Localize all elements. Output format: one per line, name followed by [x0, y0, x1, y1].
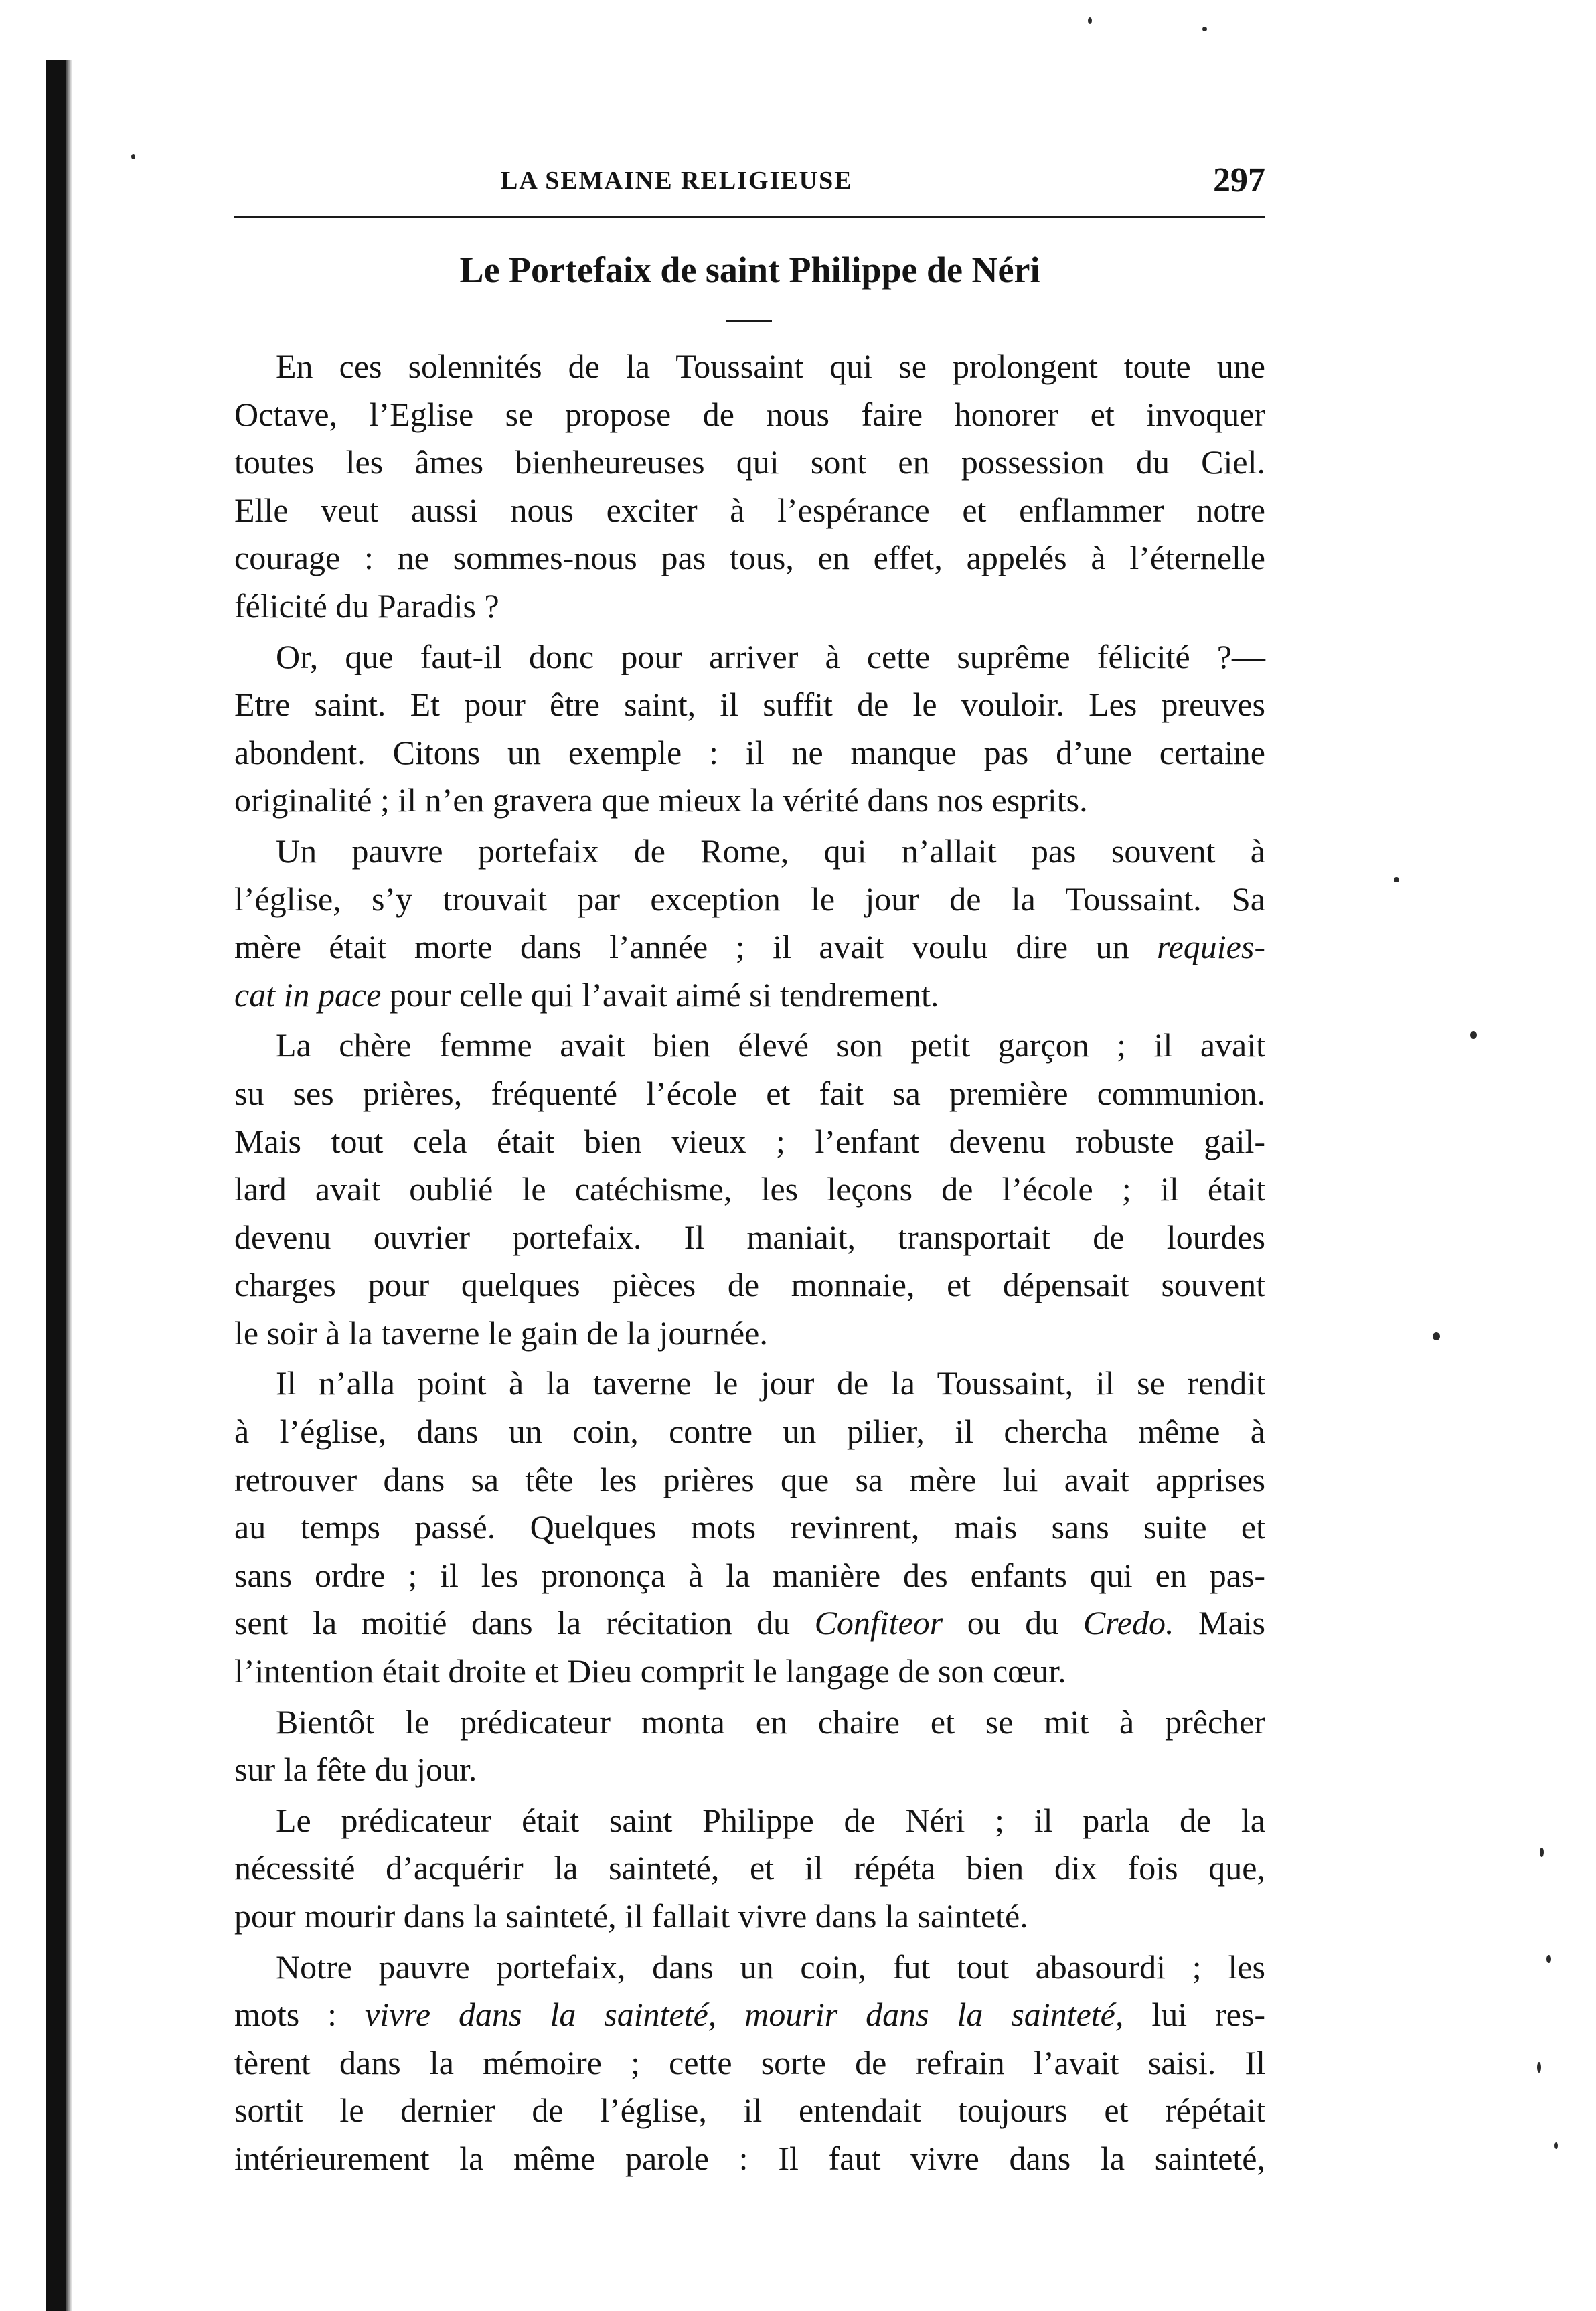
text-line: [234, 876, 1265, 924]
binding-edge: [46, 60, 70, 2311]
text-segment: l’église, s’y trouvait par exception le jour de la Toussaint. Sa: [234, 880, 1265, 918]
text-segment: En ces solennités de la Toussaint qui se prolongent toute une: [276, 347, 1265, 385]
text-line: [234, 1599, 1265, 1648]
text-segment: charges pour quelques pièces de monnaie, et dépensait souvent: [234, 1266, 1265, 1304]
text-line: [234, 1844, 1265, 1893]
text-line: [234, 1022, 1265, 1070]
text-segment: abondent. Citons un exemple : il ne manque pas d’une certaine: [234, 733, 1265, 771]
italic-segment: Credo.: [1083, 1604, 1174, 1642]
text-segment: Octave, l’Eglise se propose de nous faire honorer et invoquer: [234, 395, 1265, 433]
text-segment: intérieurement la même parole : Il faut vivre dans la sainteté,: [234, 2139, 1265, 2177]
text-line: [234, 1456, 1265, 1504]
text-line: [234, 2087, 1265, 2135]
running-title: LA SEMAINE RELIGIEUSE: [501, 167, 853, 195]
text-line: [234, 681, 1265, 729]
text-segment: Un pauvre portefaix de Rome, qui n’allait pas souvent à: [276, 831, 1265, 870]
italic-segment: vivre dans la sainteté, mourir dans la sainteté,: [365, 1996, 1124, 2034]
text-line: [234, 827, 1265, 876]
text-segment: ou du: [943, 1604, 1083, 1642]
text-line: [234, 1552, 1265, 1600]
text-segment: Mais: [1174, 1604, 1266, 1642]
text-segment: le soir à la taverne le gain de la journée.: [234, 1313, 768, 1352]
text-line: [234, 1118, 1265, 1166]
page-header: [234, 161, 1265, 201]
text-line: [234, 1261, 1265, 1309]
text-line: [234, 1214, 1265, 1262]
text-segment: Etre saint. Et pour être saint, il suffit de le vouloir. Les preuves: [234, 686, 1265, 724]
scan-speck: [131, 154, 135, 159]
text-line: [234, 923, 1265, 971]
text-line: [234, 391, 1265, 439]
scan-speck: [1546, 1955, 1551, 1963]
text-segment: Mais tout cela était bien vieux ; l’enfant devenu robuste gail-: [234, 1122, 1265, 1160]
italic-segment: cat in pace: [234, 975, 382, 1014]
text-segment: pour mourir dans la sainteté, il fallait vivre dans la sainteté.: [234, 1897, 1028, 1935]
text-line: [234, 582, 1265, 631]
italic-segment: Confiteor: [814, 1604, 943, 1642]
text-segment: pour celle qui l’avait aimé si tendrement.: [381, 975, 939, 1014]
text-line: [234, 1166, 1265, 1214]
text-segment: sur la fête du jour.: [234, 1751, 477, 1789]
text-line: [234, 1797, 1265, 1845]
text-line: [234, 633, 1265, 682]
text-segment: lui res-: [1123, 1996, 1265, 2034]
text-segment: à l’église, dans un coin, contre un pilier, il chercha même à: [234, 1413, 1265, 1451]
text-line: [234, 2135, 1265, 2183]
text-line: [234, 1893, 1265, 1941]
scan-speck: [1088, 17, 1092, 24]
scan-speck: [1540, 1848, 1544, 1857]
text-line: [234, 534, 1265, 582]
text-segment: sans ordre ; il les prononça à la manière des enfants qui en pas-: [234, 1556, 1265, 1594]
scan-speck: [1470, 1031, 1477, 1039]
text-segment: sent la moitié dans la récitation du: [234, 1604, 815, 1642]
text-line: [234, 777, 1265, 825]
text-line: [234, 343, 1265, 391]
text-segment: lard avait oublié le catéchisme, les leçons de l’école ; il était: [234, 1170, 1265, 1208]
text-segment: Or, que faut-il donc pour arriver à cette suprême félicité ?—: [276, 637, 1265, 675]
scan-speck: [1394, 877, 1399, 882]
text-line: [234, 1698, 1265, 1747]
text-line: [234, 971, 1265, 1020]
scan-speck: [1202, 27, 1207, 31]
text-segment: Elle veut aussi nous exciter à l’espérance et enflammer notre: [234, 491, 1265, 529]
text-line: [234, 1991, 1265, 2039]
title-dash: [726, 320, 772, 322]
text-segment: toutes les âmes bienheureuses qui sont en possession du Ciel.: [234, 443, 1265, 481]
text-segment: au temps passé. Quelques mots revinrent, mais sans suite et: [234, 1508, 1265, 1546]
text-segment: Il n’alla point à la taverne le jour de la Toussaint, il se rendit: [276, 1364, 1265, 1403]
text-segment: devenu ouvrier portefaix. Il maniait, transportait de lourdes: [234, 1218, 1265, 1256]
text-segment: retrouver dans sa tête les prières que sa mère lui avait apprises: [234, 1460, 1265, 1498]
scan-speck: [1537, 2062, 1541, 2073]
text-line: [234, 2039, 1265, 2087]
text-line: [234, 1504, 1265, 1552]
text-line: [234, 1360, 1265, 1408]
header-rule: [234, 216, 1265, 218]
text-segment: Notre pauvre portefaix, dans un coin, fut tout abasourdi ; les: [276, 1947, 1265, 1986]
text-line: [234, 1070, 1265, 1118]
article-body: [234, 343, 1265, 2183]
text-segment: félicité du Paradis ?: [234, 586, 499, 625]
text-line: [234, 439, 1265, 487]
text-segment: mère était morte dans l’année ; il avait voulu dire un: [234, 928, 1157, 966]
text-segment: nécessité d’acquérir la sainteté, et il répéta bien dix fois que,: [234, 1849, 1265, 1887]
text-segment: sortit le dernier de l’église, il entendait toujours et répétait: [234, 2091, 1265, 2130]
article-title: Le Portefaix de saint Philippe de Néri: [459, 250, 1040, 290]
scan-speck: [1554, 2142, 1558, 2149]
text-line: [234, 729, 1265, 777]
text-line: [234, 1746, 1265, 1794]
text-line: [234, 1943, 1265, 1992]
text-line: [234, 1648, 1265, 1696]
text-line: [234, 1309, 1265, 1358]
text-segment: su ses prières, fréquenté l’école et fait sa première communion.: [234, 1074, 1265, 1112]
text-segment: mots :: [234, 1996, 366, 2034]
text-segment: Le prédicateur était saint Philippe de Néri ; il parla de la: [276, 1801, 1265, 1839]
page-number: 297: [1213, 161, 1265, 200]
text-segment: l’intention était droite et Dieu comprit le langage de son cœur.: [234, 1652, 1066, 1690]
text-line: [234, 1408, 1265, 1456]
text-segment: La chère femme avait bien élevé son petit garçon ; il avait: [276, 1026, 1265, 1064]
text-segment: tèrent dans la mémoire ; cette sorte de refrain l’avait saisi. Il: [234, 2043, 1265, 2081]
italic-segment: requies-: [1157, 928, 1265, 966]
scan-speck: [1433, 1332, 1440, 1340]
text-segment: courage : ne sommes-nous pas tous, en effet, appelés à l’éternelle: [234, 539, 1265, 577]
text-segment: Bientôt le prédicateur monta en chaire et se mit à prêcher: [276, 1702, 1265, 1741]
text-line: [234, 487, 1265, 535]
text-segment: originalité ; il n’en gravera que mieux la vérité dans nos esprits.: [234, 781, 1088, 819]
